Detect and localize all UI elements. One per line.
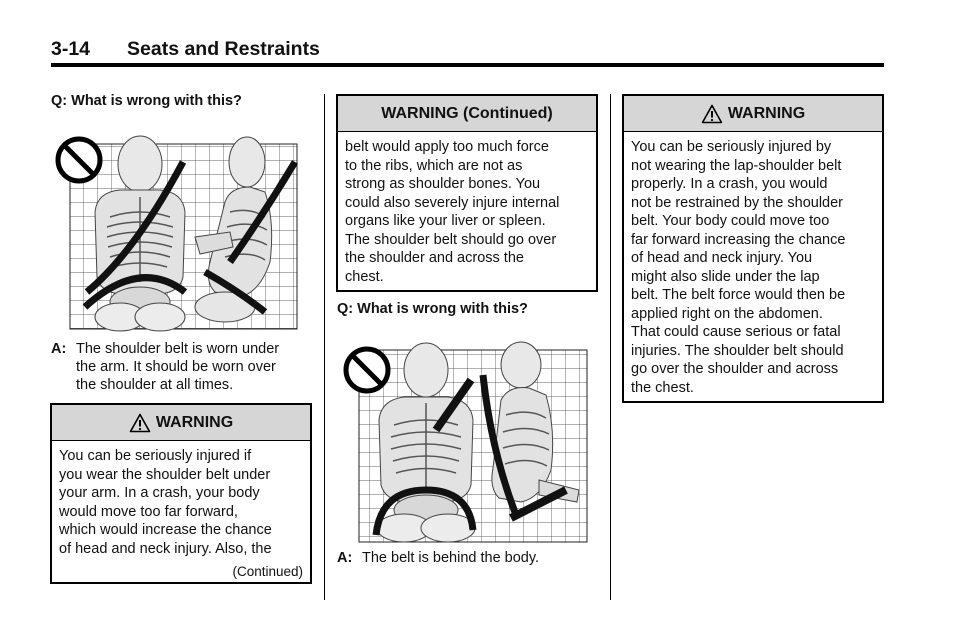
section-title: Seats and Restraints (127, 38, 320, 60)
answer-line: the arm. It should be worn over (76, 359, 276, 375)
continued-label: (Continued) (232, 564, 303, 579)
warning-body (624, 132, 882, 397)
warning-line: could also severely injure internal (345, 194, 560, 211)
warning-body (338, 132, 596, 286)
warning-line: strong as shoulder bones. You (345, 176, 541, 192)
warning-line: the chest. (631, 379, 694, 396)
answer-1 (51, 340, 311, 396)
warning-body (52, 441, 310, 558)
header-rule (51, 63, 884, 67)
prohibition-icon (346, 349, 388, 391)
warning-header (52, 405, 310, 441)
warning-line: might also slide under the lap (631, 268, 820, 285)
warning-header (624, 96, 882, 132)
answer-text (76, 340, 279, 394)
warning-line: not be restrained by the shoulder (631, 194, 843, 211)
answer-line: the shoulder at all times. (76, 377, 234, 393)
warning-line: injuries. The shoulder belt should (631, 342, 844, 359)
warning-box-3 (622, 94, 884, 403)
warning-line: of head and neck injury. Also, the (59, 540, 272, 557)
answer-label: A: (51, 341, 67, 357)
warning-line: chest. (345, 268, 384, 285)
illustration-belt-behind-body (341, 340, 591, 545)
warning-line: properly. In a crash, you would (631, 176, 828, 192)
prohibition-icon (58, 139, 100, 181)
warning-line: not wearing the lap-shoulder belt (631, 157, 842, 174)
warning-triangle-icon (701, 104, 723, 124)
warning-box-1 (50, 403, 312, 584)
warning-line: you wear the shoulder belt under (59, 466, 271, 483)
warning-box-2 (336, 94, 598, 292)
answer-line: The shoulder belt is worn under (76, 341, 280, 357)
question-1: Q: What is wrong with this? (51, 93, 242, 109)
warning-title: WARNING (727, 104, 806, 122)
page-header (51, 36, 884, 66)
warning-line: belt would apply too much force (345, 139, 549, 155)
warning-title: WARNING (155, 413, 234, 431)
warning-triangle-icon (129, 413, 151, 433)
warning-line: which would increase the chance (59, 522, 272, 538)
warning-title: WARNING (Continued) (381, 104, 553, 122)
answer-2 (337, 549, 597, 569)
column-divider-1 (324, 94, 325, 600)
warning-line: of head and neck injury. You (631, 250, 813, 266)
answer-text (362, 549, 539, 567)
warning-line: your arm. In a crash, your body (59, 485, 260, 501)
column-divider-2 (610, 94, 611, 600)
header-text (51, 38, 320, 61)
warning-line: applied right on the abdomen. (631, 305, 823, 322)
warning-line: You can be seriously injured if (59, 448, 252, 464)
warning-line: That could cause serious or fatal (631, 324, 841, 340)
warning-line: would move too far forward, (59, 503, 238, 520)
page-number: 3-14 (51, 38, 91, 60)
answer-line: The belt is behind the body. (362, 550, 540, 566)
warning-header (338, 96, 596, 132)
illustration-belt-under-arm (55, 132, 300, 332)
warning-line: far forward increasing the chance (631, 231, 846, 248)
warning-line: go over the shoulder and across (631, 361, 839, 377)
warning-line: organs like your liver or spleen. (345, 213, 546, 229)
warning-line: the shoulder and across the (345, 250, 524, 266)
warning-line: You can be seriously injured by (631, 139, 832, 155)
answer-label: A: (337, 550, 353, 566)
question-2: Q: What is wrong with this? (337, 301, 528, 317)
warning-line: belt. The belt force would then be (631, 287, 846, 303)
warning-line: The shoulder belt should go over (345, 231, 557, 248)
warning-line: to the ribs, which are not as (345, 157, 523, 174)
warning-line: belt. Your body could move too (631, 213, 830, 229)
